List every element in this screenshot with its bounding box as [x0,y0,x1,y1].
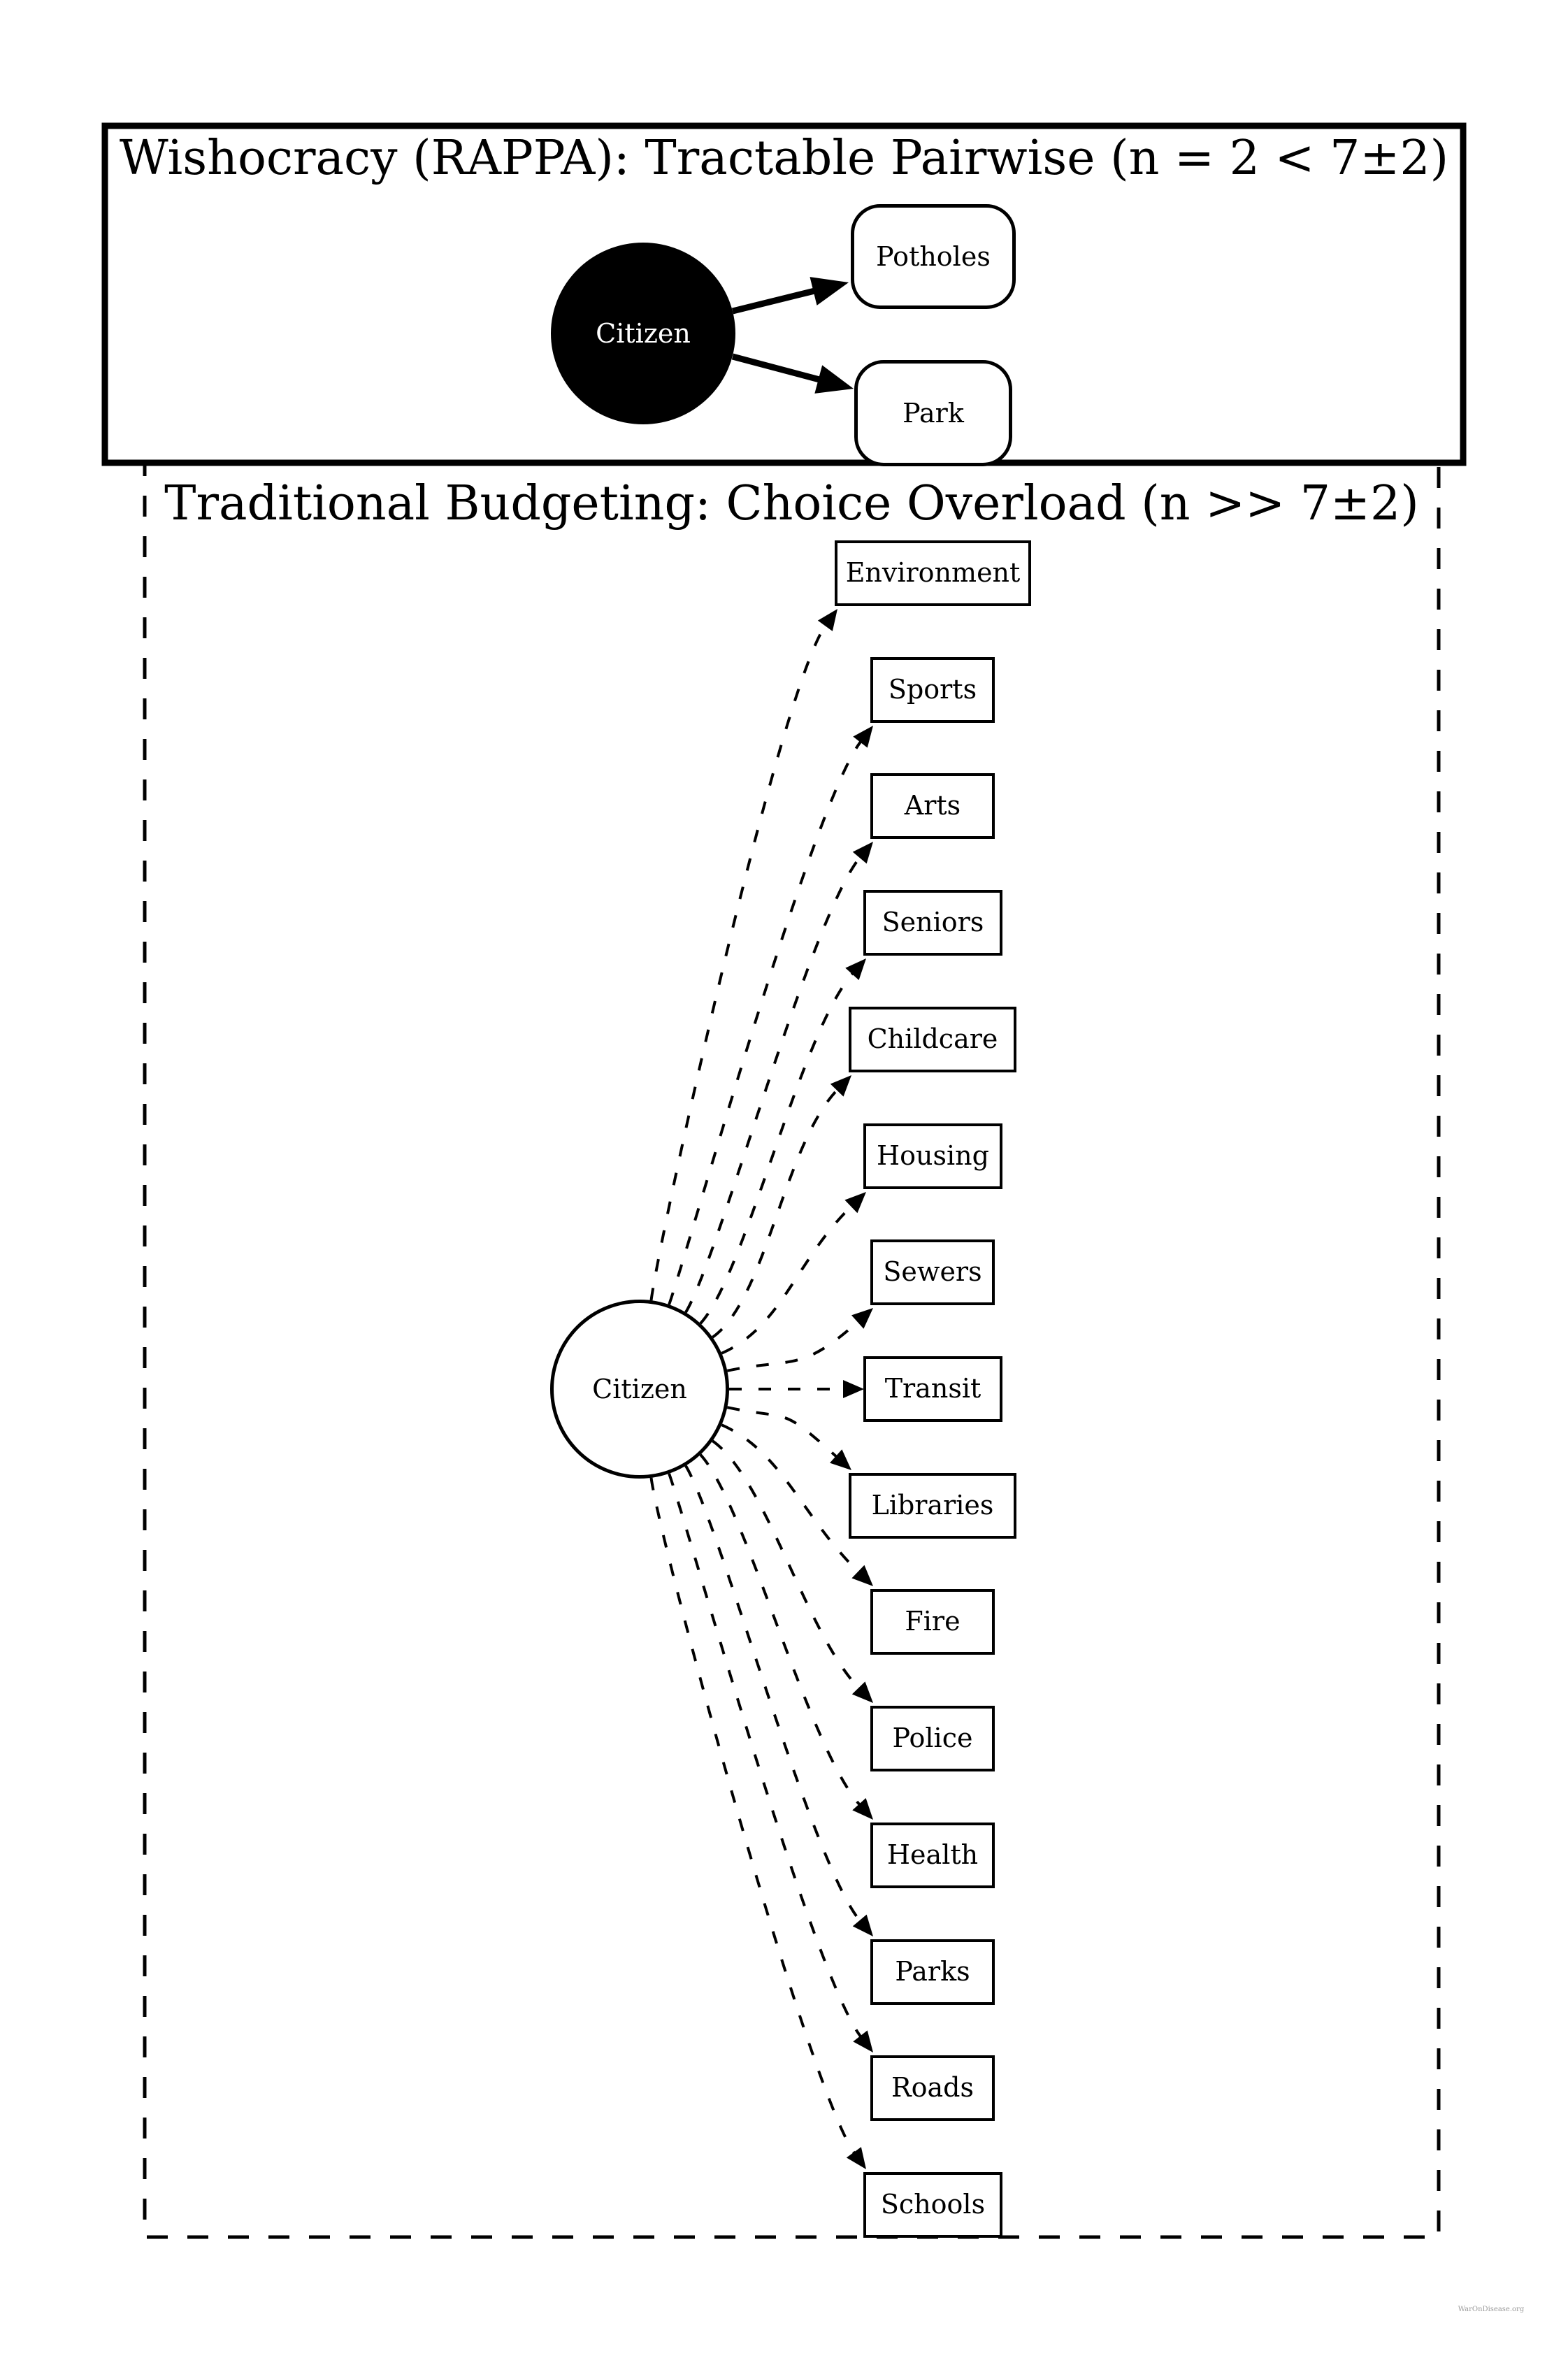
category-box-sports: Sports [870,657,995,723]
arrowhead-roads [853,2030,873,2053]
category-box-transit: Transit [863,1356,1002,1422]
category-box-police: Police [870,1706,995,1771]
category-box-childcare: Childcare [849,1007,1016,1072]
edge-citizen-seniors [700,973,853,1323]
edge-citizen-environment [652,625,826,1300]
arrowhead-potholes [810,277,849,305]
option-box-park: Park [854,360,1012,466]
edge-citizen-sewers [727,1321,858,1371]
citizen-hub-overload: Citizen [550,1300,729,1479]
edge-citizen-childcare [712,1089,837,1337]
edge-citizen-health [700,1455,860,1805]
arrowhead-fire [851,1565,873,1586]
tractable-panel-title: Wishocracy (RAPPA): Tractable Pairwise (n = 2 < 7±2) [119,131,1449,186]
arrowhead-sports [853,726,873,748]
arrowhead-parks [853,1915,873,1936]
edge-citizen-housing [721,1206,852,1353]
arrowhead-health [852,1798,873,1820]
option-box-potholes: Potholes [851,204,1016,309]
edge-citizen-roads [669,1474,861,2037]
edge-citizen-parks [686,1466,861,1922]
arrowhead-sewers [851,1308,873,1329]
category-box-libraries: Libraries [849,1473,1016,1539]
edge-citizen-sports [669,741,861,1304]
category-box-housing: Housing [863,1123,1002,1189]
category-box-health: Health [870,1823,995,1888]
category-box-schools: Schools [863,2172,1002,2238]
arrowhead-schools [847,2147,866,2169]
edges-group [652,277,874,2169]
category-box-fire: Fire [870,1589,995,1655]
category-box-seniors: Seniors [863,890,1002,956]
arrowhead-police [852,1681,873,1703]
arrowhead-arts [853,842,873,863]
arrowhead-housing [844,1192,866,1213]
category-box-sewers: Sewers [870,1239,995,1305]
category-box-environment: Environment [835,540,1031,606]
edge-citizen-libraries [727,1407,837,1457]
arrowhead-park [814,365,854,394]
tractable-panel-border [105,126,1463,463]
category-box-roads: Roads [870,2055,995,2121]
arrowhead-seniors [845,958,866,980]
category-box-arts: Arts [870,773,995,839]
edge-citizen-potholes [733,291,814,311]
edge-citizen-park [733,357,820,380]
overload-panel-border [145,463,1439,2237]
category-box-parks: Parks [870,1939,995,2005]
watermark: WarOnDisease.org [1458,2306,1525,2313]
arrowhead-transit [843,1380,864,1398]
overload-panel-title: Traditional Budgeting: Choice Overload (n >> 7±2) [164,476,1419,531]
edge-citizen-schools [652,1478,855,2153]
arrowhead-environment [818,609,837,631]
citizen-hub-tractable: Citizen [551,243,735,424]
edge-citizen-fire [721,1425,859,1572]
